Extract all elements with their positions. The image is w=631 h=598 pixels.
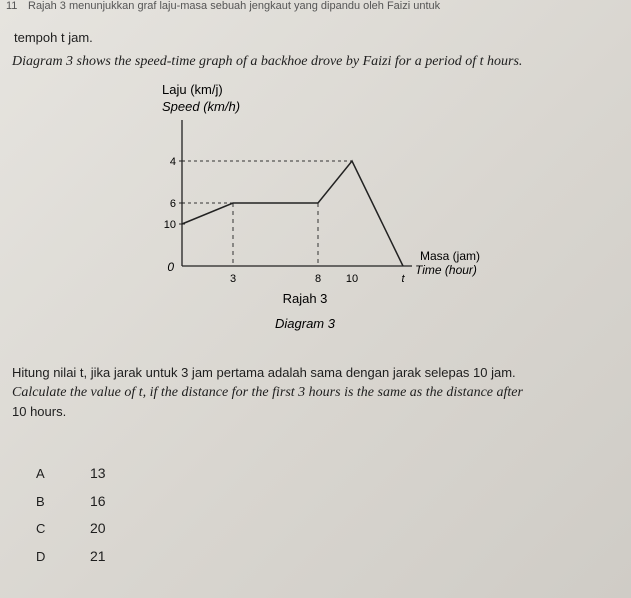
option-c-value[interactable]: 20	[90, 520, 106, 536]
x-axis-label-malay: Masa (jam)	[420, 249, 481, 263]
option-b-value[interactable]: 16	[90, 493, 106, 509]
x-tick-label-10: 10	[345, 273, 359, 285]
y-axis-label-malay: Laju (km/j)	[162, 82, 223, 97]
x-tick-label-t: t	[401, 273, 405, 285]
option-d-value[interactable]: 21	[90, 548, 106, 564]
option-c-letter[interactable]: C	[36, 521, 46, 536]
speed-line	[182, 161, 403, 266]
option-b-letter[interactable]: B	[36, 494, 45, 509]
x-axis-label-english: Time (hour)	[415, 263, 477, 277]
y-tick-label-10: 4	[169, 156, 176, 168]
graph-caption-english: Diagram 3	[275, 316, 335, 331]
origin-label: 0	[167, 260, 174, 274]
question-intro-malay: Rajah 3 menunjukkan graf laju-masa sebuah jengkaut yang dipandu oleh Faizi untuk	[28, 0, 441, 12]
y-tick-label-4: 10	[163, 219, 176, 231]
option-d-letter[interactable]: D	[36, 549, 46, 564]
calculation-english: Calculate the value of t, if the distance for the first 3 hours is the same as the distance after	[12, 385, 523, 400]
question-intro-english: Diagram 3 shows the speed-time graph of a backhoe drove by Faizi for a period of t hours.	[12, 54, 523, 69]
y-axis-label-english: Speed (km/h)	[162, 99, 241, 114]
option-a-value[interactable]: 13	[90, 465, 106, 481]
x-tick-label-8: 8	[314, 273, 322, 285]
question-number: 11	[6, 0, 18, 12]
x-tick-label-3: 3	[229, 273, 237, 285]
calculation-malay: Hitung nilai t, jika jarak untuk 3 jam pertama adalah sama dengan jarak selepas 10 jam.	[12, 365, 516, 380]
graph-caption-malay: Rajah 3	[282, 291, 328, 306]
option-a-letter[interactable]: A	[36, 466, 45, 481]
question-intro-malay-cont: tempoh t jam.	[14, 30, 93, 45]
calculation-english-cont: 10 hours.	[12, 404, 67, 419]
speed-time-graph	[150, 80, 540, 340]
y-tick-label-6: 6	[169, 198, 176, 210]
graph-svg	[150, 80, 540, 340]
